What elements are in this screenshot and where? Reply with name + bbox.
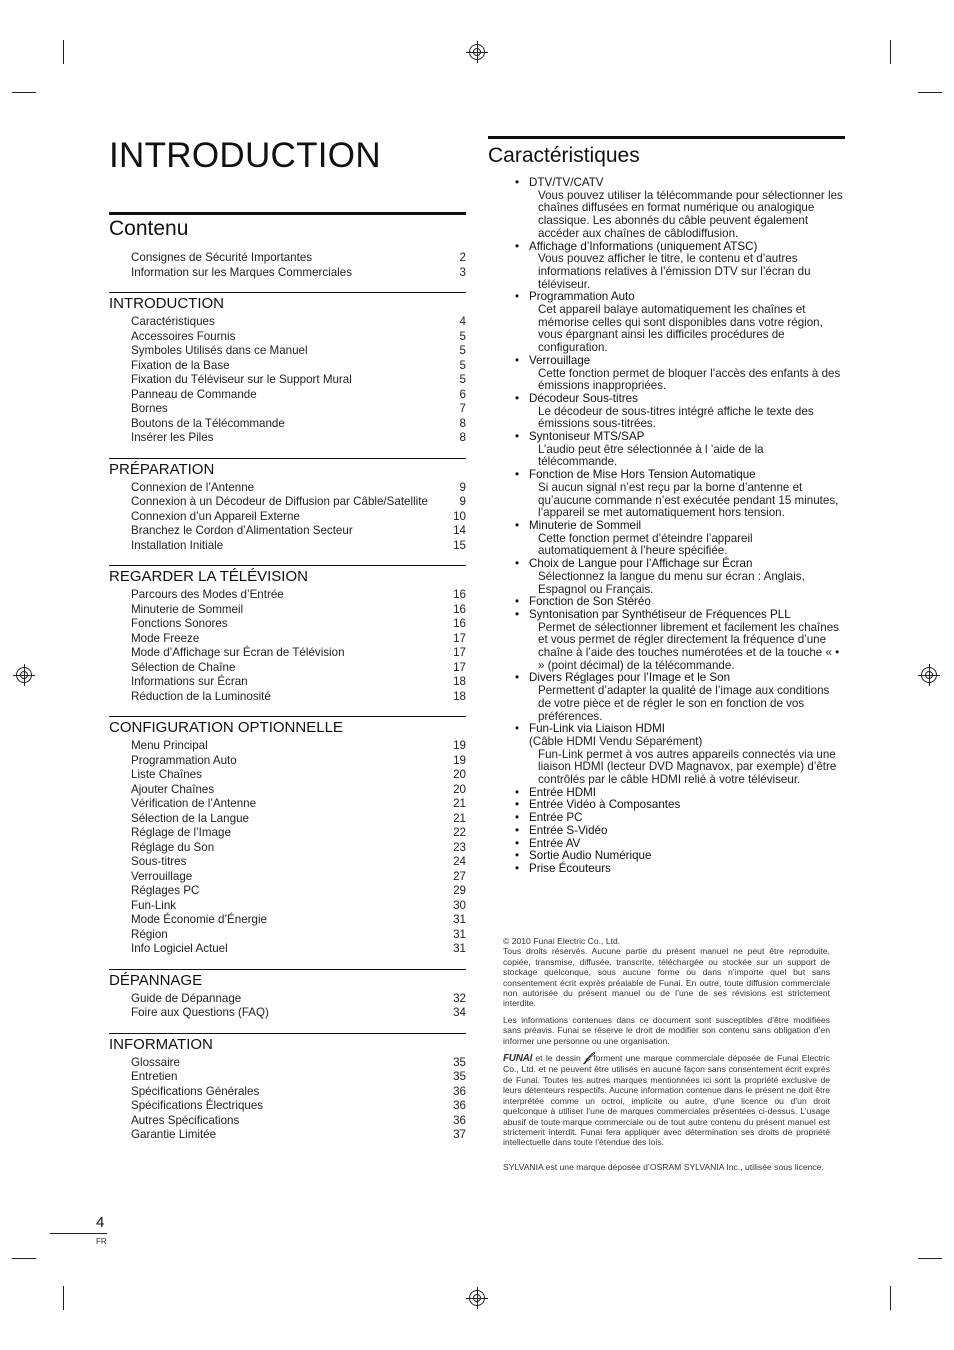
toc-entry-page: 17 <box>453 646 466 659</box>
bullet-icon: • <box>515 595 520 609</box>
toc-entry[interactable] <box>109 841 466 856</box>
toc-entry-label: Mode d’Affichage sur Écran de Télévision <box>131 646 345 659</box>
toc-entry[interactable] <box>109 1006 466 1021</box>
toc-entry-page: 8 <box>459 431 466 444</box>
rights-text: Tous droits réservés. Aucune partie du présent manuel ne peut être reproduite, copiée, transmise, diffusée, transcrite, téléchargée ou stockée sur un support de stockage quelconque, sous aucune forme ou dans n’importe quel but sans consentement écrit exprès préalable de Funai. En outre, toute diffusion commerciale non autorisée du présent manuel ou de l’une de ses révisions est strictement interdite. <box>503 946 830 1009</box>
funai-logo: FUNAI <box>503 1053 533 1065</box>
toc-entry[interactable] <box>109 539 466 554</box>
toc-entry-label: Vérification de l’Antenne <box>131 797 257 810</box>
toc-entry[interactable] <box>109 1114 466 1129</box>
toc-entry-page: 22 <box>453 826 466 839</box>
trademark-part1: et le dessin <box>535 1053 581 1064</box>
toc-entry[interactable] <box>109 690 466 705</box>
registration-mark-icon <box>469 1290 485 1306</box>
footer-divider <box>50 1233 107 1234</box>
toc-entry-label: Consignes de Sécurité Importantes <box>131 251 313 264</box>
toc-entry[interactable] <box>109 330 466 345</box>
toc-entry-label: Caractéristiques <box>131 315 215 328</box>
toc-entry-page: 18 <box>453 675 466 688</box>
toc-entry[interactable] <box>109 899 466 914</box>
toc-entry[interactable] <box>109 870 466 885</box>
bullet-icon: • <box>515 823 520 837</box>
toc-entry-label: Guide de Dépannage <box>131 991 242 1005</box>
toc-entry-page: 4 <box>459 315 466 328</box>
toc-entry[interactable] <box>109 266 466 281</box>
bullet-icon: • <box>515 836 520 850</box>
feature-item <box>488 469 845 520</box>
toc-entry-label: Connexion à un Décodeur de Diffusion par Câble/Satellite <box>131 495 428 508</box>
toc-entry[interactable] <box>109 661 466 676</box>
toc-section-title: INFORMATION <box>109 1035 213 1053</box>
feature-name: Divers Réglages pour l’Image et le Son <box>529 671 731 685</box>
table-of-contents <box>109 136 466 1143</box>
feature-item <box>488 558 845 596</box>
bullet-icon: • <box>515 468 520 482</box>
feature-item <box>488 241 845 292</box>
toc-entry-page: 36 <box>453 1099 466 1112</box>
divider <box>109 212 466 215</box>
bullet-icon: • <box>515 607 520 621</box>
feature-item <box>488 672 845 723</box>
toc-entry-label: Sélection de la Langue <box>131 811 249 825</box>
feature-name: Verrouillage <box>529 353 591 367</box>
feature-description: Fun-Link permet à vos autres appareils connectés via une liaison HDMI (lecteur DVD Magnavox, par exemple) d’être contrôlés par le câble HDMI relié à votre téléviseur. <box>538 747 837 787</box>
feature-item <box>488 812 845 825</box>
bullet-icon: • <box>515 722 520 736</box>
feature-description: Permet de sélectionner librement et facilement les chaînes et vous permet de régler directement la fréquence d’une chaîne à l’aide des touches numérotées et de la touche « • » (point décimal) de la télécommande. <box>538 620 840 672</box>
page-number: 4 <box>96 1214 105 1231</box>
toc-entry[interactable] <box>109 388 466 403</box>
toc-entry[interactable] <box>109 942 466 957</box>
crop-mark <box>63 40 64 64</box>
feature-description: Si aucun signal n’est reçu par la borne d’antenne et qu’aucune commande n’est exécutée pendant 15 minutes, l’appareil se met automatiquement hors tension. <box>538 480 839 520</box>
toc-section-title: PRÉPARATION <box>109 460 215 478</box>
toc-entry-label: Entretien <box>131 1070 178 1083</box>
toc-entry-page: 34 <box>453 1006 466 1019</box>
feature-item <box>488 723 845 787</box>
toc-entry-label: Autres Spécifications <box>131 1113 240 1127</box>
features-heading: Caractéristiques <box>488 144 640 167</box>
toc-entry[interactable] <box>109 913 466 928</box>
toc-entry[interactable] <box>109 884 466 899</box>
toc-entry-page: 8 <box>459 416 466 430</box>
toc-entry-label: Information sur les Marques Commerciales <box>131 265 353 279</box>
front-matter-list <box>109 251 466 280</box>
feature-subtitle: (Câble HDMI Vendu Séparément) <box>529 734 703 748</box>
toc-entry-label: Ajouter Chaînes <box>131 782 215 796</box>
toc-entry[interactable] <box>109 992 466 1007</box>
changes-text: Les informations contenues dans ce document sont susceptibles d’être modifiées sans préavis. Funai se réserve le droit de modifier son contenu sans obligation d’en informer une personne ou une organisation. <box>503 1014 830 1046</box>
toc-entry-page: 5 <box>459 329 466 343</box>
toc-entry[interactable] <box>109 617 466 632</box>
toc-entry-label: Info Logiciel Actuel <box>131 942 228 955</box>
toc-entry-page: 30 <box>453 898 466 912</box>
feature-name: Fun-Link via Liaison HDMI <box>529 722 665 736</box>
feature-description: Sélectionnez la langue du menu sur écran : Anglais, Espagnol ou Français. <box>538 569 805 596</box>
toc-entry-label: Réduction de la Luminosité <box>131 689 271 703</box>
feature-item <box>488 520 845 558</box>
bullet-icon: • <box>515 430 520 444</box>
registration-mark-icon <box>469 44 485 60</box>
toc-entry[interactable] <box>109 588 466 603</box>
feature-name: Prise Écouteurs <box>529 861 611 875</box>
toc-section <box>109 565 466 704</box>
toc-entry[interactable] <box>109 797 466 812</box>
bullet-icon: • <box>515 290 520 304</box>
toc-entry-page: 2 <box>459 251 466 264</box>
toc-entry-page: 36 <box>453 1113 466 1127</box>
toc-sections <box>109 292 466 1143</box>
bullet-icon: • <box>515 671 520 685</box>
toc-entry-label: Verrouillage <box>131 869 193 883</box>
toc-entry-page: 15 <box>453 538 466 552</box>
toc-entry-page: 35 <box>453 1070 466 1083</box>
toc-entry-page: 21 <box>453 811 466 825</box>
toc-entry[interactable] <box>109 344 466 359</box>
toc-entry-label: Spécifications Générales <box>131 1084 260 1098</box>
language-code: FR <box>96 1237 107 1246</box>
bullet-icon: • <box>515 849 520 863</box>
legal-notice <box>503 936 830 1178</box>
bullet-icon: • <box>515 785 520 799</box>
features-list <box>488 177 845 876</box>
feature-name: Affichage d’Informations (uniquement ATSC) <box>529 239 758 253</box>
feature-name: Syntonisation par Synthétiseur de Fréquences PLL <box>529 607 791 621</box>
toc-entry[interactable] <box>109 315 466 330</box>
feature-item <box>488 355 845 393</box>
toc-section-title: REGARDER LA TÉLÉVISION <box>109 568 308 585</box>
toc-section-title: CONFIGURATION OPTIONNELLE <box>109 719 343 736</box>
toc-entry-label: Fixation du Téléviseur sur le Support Mural <box>131 373 352 386</box>
toc-entry-label: Bornes <box>131 402 168 415</box>
toc-entry-page: 29 <box>453 884 466 897</box>
registration-mark-icon <box>16 667 32 683</box>
feature-name: Sortie Audio Numérique <box>529 849 652 863</box>
feature-name: Décodeur Sous-titres <box>529 391 638 405</box>
toc-entry-page: 35 <box>453 1055 466 1069</box>
feature-name: Choix de Langue pour l’Affichage sur Écran <box>529 557 753 571</box>
toc-entry-page: 16 <box>453 602 466 616</box>
bullet-icon: • <box>515 176 520 189</box>
toc-entry-label: Sélection de Chaîne <box>131 660 236 674</box>
toc-entry-label: Panneau de Commande <box>131 387 257 401</box>
toc-entry-label: Boutons de la Télécommande <box>131 416 285 430</box>
toc-entry-label: Spécifications Électriques <box>131 1099 264 1112</box>
toc-entry[interactable] <box>109 1056 466 1071</box>
contenu-heading: Contenu <box>109 217 189 240</box>
trademark-part2: forment une marque commerciale déposée de Funai Electric Co., Ltd. et ne peuvent être utilisés en aucune façon sans consentement écrit exprès de Funai. Toutes les autres marques mentionnées ici sont la propriété exclusive de leurs détenteurs respectifs. Aucune information contenue dans le présent ne doit être interprétée comme un octroi, implicite ou autre, d’une licence ou d’un droit quelconque à utiliser l’une de marques commerciales présentées ci-dessus. L’usage abusif de toute marque commerciale ou de tout autre contenu du présent manuel est strictement interdit. Funai fera appliquer avec détermination ses droits de propriété intellectuelle dans toute l’étendue des lois. <box>503 1053 830 1148</box>
registration-mark-icon <box>921 667 937 683</box>
toc-entry[interactable] <box>109 481 466 496</box>
feature-description: Vous pouvez afficher le titre, le contenu et d’autres informations relatives à l’émission DTV sur l’écran du téléviseur. <box>538 252 811 291</box>
toc-section <box>109 969 466 1021</box>
toc-entry-page: 18 <box>453 689 466 703</box>
toc-entry-page: 20 <box>453 782 466 796</box>
toc-entry-label: Garantie Limitée <box>131 1128 217 1141</box>
toc-entry-page: 31 <box>453 913 466 926</box>
toc-entry-page: 31 <box>453 942 466 955</box>
feature-item <box>488 825 845 838</box>
feature-name: Entrée AV <box>529 836 581 850</box>
toc-entry-page: 32 <box>453 991 466 1005</box>
toc-entry[interactable] <box>109 855 466 870</box>
bullet-icon: • <box>515 798 520 812</box>
toc-entry[interactable] <box>109 603 466 618</box>
toc-entry-label: Mode Freeze <box>131 631 200 645</box>
toc-entry[interactable] <box>109 402 466 417</box>
feature-item <box>488 291 845 355</box>
toc-entry-page: 17 <box>453 660 466 674</box>
toc-entry-page: 23 <box>453 840 466 854</box>
bullet-icon: • <box>515 239 520 253</box>
toc-entry-page: 19 <box>453 753 466 767</box>
toc-entry-label: Accessoires Fournis <box>131 329 236 343</box>
feature-description: Cette fonction permet de bloquer l’accès des enfants à des émissions inappropriées. <box>538 366 841 393</box>
feature-description: Le décodeur de sous-titres intégré affiche le texte des émissions sous-titrées. <box>538 404 814 431</box>
toc-entry-page: 14 <box>453 524 466 537</box>
toc-section-title: DÉPANNAGE <box>109 971 203 989</box>
toc-entry[interactable] <box>109 632 466 647</box>
toc-entry[interactable] <box>109 739 466 754</box>
toc-entry-label: Insérer les Piles <box>131 431 214 444</box>
toc-entry-page: 9 <box>459 480 466 494</box>
bullet-icon: • <box>515 557 520 571</box>
toc-entry-label: Région <box>131 927 168 941</box>
toc-entry-page: 36 <box>453 1084 466 1098</box>
toc-entry-label: Mode Économie d’Énergie <box>131 913 267 926</box>
toc-entry-page: 31 <box>453 927 466 941</box>
bullet-icon: • <box>515 391 520 405</box>
toc-entry[interactable] <box>109 928 466 943</box>
toc-section <box>109 716 466 957</box>
toc-entry-page: 19 <box>453 739 466 752</box>
toc-entry-page: 27 <box>453 869 466 883</box>
toc-section-title: INTRODUCTION <box>109 295 224 312</box>
feature-description: Cet appareil balaye automatiquement les chaînes et mémorise celles qui sont disponibles dans votre région, vous épargnant ainsi les difficiles procédures de configuration. <box>538 303 823 355</box>
crop-mark <box>12 92 36 93</box>
toc-entry[interactable] <box>109 373 466 388</box>
feature-name: Entrée S-Vidéo <box>529 823 608 837</box>
toc-entry-page: 37 <box>453 1128 466 1141</box>
toc-entry-label: Fonctions Sonores <box>131 617 228 630</box>
page-title: INTRODUCTION <box>109 136 381 175</box>
toc-entry[interactable] <box>109 675 466 690</box>
toc-entry-label: Foire aux Questions (FAQ) <box>131 1006 269 1019</box>
crop-mark <box>63 1286 64 1310</box>
toc-entry[interactable] <box>109 495 466 510</box>
toc-entry-page: 20 <box>453 768 466 781</box>
toc-entry-page: 9 <box>459 495 466 508</box>
feature-item <box>488 177 845 241</box>
toc-section <box>109 1033 466 1143</box>
toc-entry-label: Parcours des Modes d’Entrée <box>131 588 284 601</box>
toc-entry-page: 5 <box>459 373 466 386</box>
toc-entry-page: 21 <box>453 797 466 810</box>
toc-entry-page: 5 <box>459 344 466 357</box>
toc-entry[interactable] <box>109 826 466 841</box>
toc-entry[interactable] <box>109 1099 466 1114</box>
crop-mark <box>12 1258 36 1259</box>
toc-entry-label: Informations sur Écran <box>131 675 248 688</box>
feature-description: Cette fonction permet d’éteindre l’appareil automatiquement à l’heure spécifiée. <box>538 531 753 558</box>
toc-entry[interactable] <box>109 783 466 798</box>
toc-entry-label: Sous-titres <box>131 855 187 868</box>
toc-entry-label: Connexion de l’Antenne <box>131 480 255 494</box>
feature-name: Syntoniseur MTS/SAP <box>529 430 645 444</box>
trademark-text <box>503 1049 830 1148</box>
toc-entry[interactable] <box>109 1085 466 1100</box>
toc-entry-label: Minuterie de Sommeil <box>131 602 244 616</box>
toc-entry-label: Menu Principal <box>131 739 208 752</box>
toc-entry-page: 3 <box>459 265 466 279</box>
crop-mark <box>890 1286 891 1310</box>
toc-entry-label: Réglages PC <box>131 884 200 897</box>
feature-item <box>488 431 845 469</box>
toc-entry[interactable] <box>109 417 466 432</box>
bullet-icon: • <box>515 353 520 367</box>
toc-entry-label: Réglage du Son <box>131 840 215 854</box>
toc-entry-page: 5 <box>459 358 466 372</box>
crop-mark <box>918 1258 942 1259</box>
toc-entry-page: 7 <box>459 402 466 415</box>
feature-description: L’audio peut être sélectionnée à l ’aide de la télécommande. <box>538 442 764 469</box>
toc-entry[interactable] <box>109 251 466 266</box>
toc-entry-label: Liste Chaînes <box>131 768 202 781</box>
feature-name: Fonction de Son Stéréo <box>529 595 651 609</box>
features-column <box>488 136 845 876</box>
bullet-icon: • <box>515 861 520 875</box>
feature-name: Minuterie de Sommeil <box>529 518 642 532</box>
toc-entry-label: Branchez le Cordon d’Alimentation Secteur <box>131 524 353 537</box>
toc-entry[interactable] <box>109 359 466 374</box>
toc-entry-label: Fun-Link <box>131 898 177 912</box>
toc-entry[interactable] <box>109 812 466 827</box>
crop-mark <box>918 92 942 93</box>
funai-design-icon: 𝒻 <box>584 1049 590 1065</box>
toc-entry[interactable] <box>109 1070 466 1085</box>
crop-mark <box>890 40 891 64</box>
divider <box>488 136 845 139</box>
toc-entry-page: 17 <box>453 631 466 645</box>
feature-name: Programmation Auto <box>529 290 635 304</box>
toc-entry-page: 24 <box>453 855 466 868</box>
toc-entry[interactable] <box>109 768 466 783</box>
feature-name: Entrée HDMI <box>529 785 597 799</box>
copyright-line: © 2010 Funai Electric Co., Ltd. <box>503 936 621 946</box>
toc-entry-page: 16 <box>453 588 466 601</box>
toc-entry[interactable] <box>109 646 466 661</box>
toc-entry[interactable] <box>109 431 466 446</box>
toc-section <box>109 458 466 554</box>
bullet-icon: • <box>515 811 520 825</box>
bullet-icon: • <box>515 518 520 532</box>
toc-entry[interactable] <box>109 510 466 525</box>
feature-name: DTV/TV/CATV <box>529 176 604 189</box>
feature-item <box>488 596 845 609</box>
feature-item <box>488 393 845 431</box>
sylvania-text: SYLVANIA est une marque déposée d’OSRAM SYLVANIA Inc., utilisée sous licence. <box>503 1161 824 1172</box>
toc-entry-page: 6 <box>459 387 466 401</box>
toc-entry-label: Installation Initiale <box>131 538 224 552</box>
toc-entry-label: Réglage de l’Image <box>131 826 231 839</box>
toc-entry-label: Connexion d’un Appareil Externe <box>131 509 300 523</box>
toc-entry[interactable] <box>109 524 466 539</box>
feature-name: Fonction de Mise Hors Tension Automatique <box>529 468 756 482</box>
feature-name: Entrée Vidéo à Composantes <box>529 798 681 812</box>
feature-description: Permettent d’adapter la qualité de l’image aux conditions de votre pièce et de régler le son en fonction de vos préférences. <box>538 684 830 723</box>
toc-entry-page: 16 <box>453 617 466 630</box>
toc-entry[interactable] <box>109 754 466 769</box>
toc-entry-label: Fixation de la Base <box>131 358 230 372</box>
toc-entry-label: Symboles Utilisés dans ce Manuel <box>131 344 308 357</box>
feature-name: Entrée PC <box>529 811 583 825</box>
toc-entry[interactable] <box>109 1128 466 1143</box>
toc-entry-label: Programmation Auto <box>131 753 237 767</box>
feature-item <box>488 609 845 673</box>
feature-description: Vous pouvez utiliser la télécommande pour sélectionner les chaînes diffusées en format numérique ou analogique classique. Les abonnés du câble peuvent également accéder aux chaînes de câblodiffusion. <box>538 188 843 240</box>
toc-entry-label: Glossaire <box>131 1055 180 1069</box>
feature-item <box>488 863 845 876</box>
toc-section <box>109 292 466 446</box>
toc-entry-page: 10 <box>453 509 466 523</box>
